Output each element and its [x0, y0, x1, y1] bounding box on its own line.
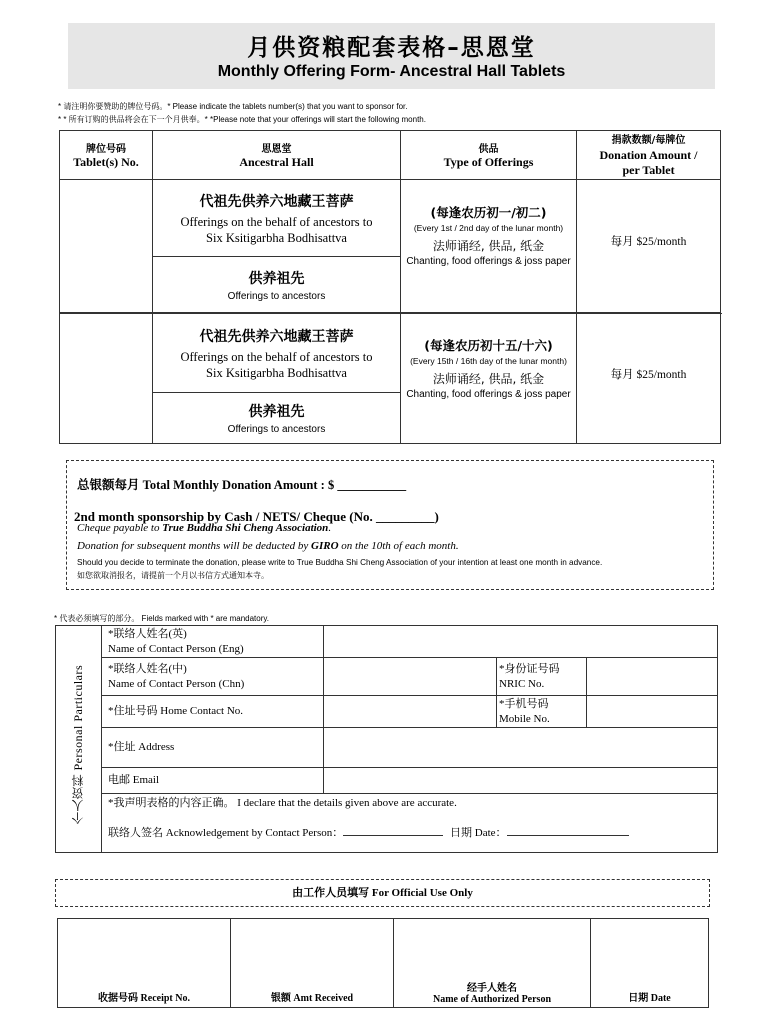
offering-type-cell — [401, 180, 577, 313]
authorized-person-label-cn: 经手人姓名 — [467, 983, 517, 994]
offering-schedule-cn: (每逢农历初十五/十六) — [424, 337, 553, 353]
hall-offering-en2: Six Ksitigarbha Bodhisattva — [206, 230, 347, 245]
email-label-cell — [102, 768, 324, 794]
name-eng-label-cell — [102, 626, 324, 658]
offerings-table — [59, 130, 721, 444]
hall-offering-ksitigarbha — [153, 314, 401, 393]
offering-items-en: Chanting, food offerings & joss paper — [406, 256, 571, 267]
total-donation-label: 总银额每月 Total Monthly Donation Amount : $ ___________ — [77, 478, 407, 492]
particulars-row — [102, 696, 718, 728]
donation-amount: 每月 $25/month — [610, 236, 687, 248]
giro-word: GIRO — [311, 540, 339, 552]
row-divider — [59, 313, 722, 314]
ancestors-offering — [153, 257, 401, 313]
nric-label-en: NRIC No. — [499, 677, 545, 690]
tablet-number-field[interactable] — [60, 314, 153, 444]
donation-section — [66, 460, 714, 590]
hall-offering-en2: Six Ksitigarbha Bodhisattva — [206, 365, 347, 380]
donation-amount-cell — [577, 314, 721, 444]
form-title-chinese: 月供资粮配套表格–思恩堂 — [247, 35, 536, 61]
particulars-row — [102, 658, 718, 696]
name-chn-input[interactable] — [324, 658, 497, 696]
form-title-english: Monthly Offering Form- Ancestral Hall Tablets — [217, 63, 566, 80]
email-input[interactable] — [324, 768, 718, 794]
official-date-cell[interactable] — [591, 919, 709, 1008]
date-field[interactable] — [507, 825, 629, 836]
header-hall-en: Ancestral Hall — [239, 155, 314, 169]
offering-schedule-en: (Every 1st / 2nd day of the lunar month) — [413, 223, 564, 233]
header-donation-en2: per Tablet — [622, 162, 675, 177]
receipt-no-label: 收据号码 Receipt No. — [98, 993, 190, 1004]
giro-prefix: Donation for subsequent months will be deducted by — [77, 540, 312, 552]
declaration-text: *我声明表格的内容正确。 I declare that the details given above are accurate. — [108, 797, 457, 809]
mobile-label-cell — [497, 696, 587, 728]
address-label: *住址 Address — [108, 741, 175, 753]
ancestors-offering-en: Offerings to ancestors — [227, 424, 326, 435]
instruction-note-1: * 请注明你要赞助的牌位号码。* Please indicate the tablets number(s) that you want to sponsor for. — [58, 102, 408, 111]
offering-schedule-en: (Every 15th / 16th day of the lunar month) — [410, 355, 567, 366]
sponsorship-method-label: 2nd month sponsorship by Cash / NETS/ Cheque (No. _________) — [74, 509, 439, 524]
nric-label-cell — [497, 658, 587, 696]
header-ancestral-hall — [153, 131, 401, 180]
hall-offering-en1: Offerings on the behalf of ancestors to — [180, 214, 373, 229]
hall-offering-cn: 代祖先供养六地藏王菩萨 — [199, 328, 354, 345]
official-use-table — [57, 918, 709, 1008]
authorized-person-label-en: Name of Authorized Person — [432, 994, 552, 1005]
cheque-prefix: Cheque payable to — [77, 522, 163, 534]
offering-items-en: Chanting, food offerings & joss paper — [406, 388, 571, 400]
mobile-label-cn: *手机号码 — [499, 697, 549, 710]
particulars-table — [101, 625, 718, 853]
mobile-label-en: Mobile No. — [499, 712, 550, 725]
header-tablet-no-cn: 牌位号码 — [86, 144, 126, 155]
header-hall-cn: 思恩堂 — [261, 144, 292, 155]
header-donation-en1: Donation Amount / — [599, 147, 698, 162]
ancestors-offering-en: Offerings to ancestors — [227, 290, 326, 302]
header-tablet-no — [60, 131, 153, 180]
authorized-person-cell[interactable] — [394, 919, 591, 1008]
table-row — [60, 314, 721, 393]
particulars-row — [102, 626, 718, 658]
name-chn-label-en: Name of Contact Person (Chn) — [108, 677, 245, 690]
table-row — [60, 180, 721, 257]
address-label-cell — [102, 728, 324, 768]
header-tablet-no-en: Tablet(s) No. — [73, 155, 139, 169]
offering-schedule-cn: (每逢农历初一/初二) — [430, 205, 547, 220]
offering-items-cn: 法师诵经, 供品, 纸金 — [432, 239, 545, 253]
ancestors-offering — [153, 393, 401, 444]
name-eng-label-en: Name of Contact Person (Eng) — [108, 642, 244, 655]
hall-offering-en1: Offerings on the behalf of ancestors to — [180, 349, 373, 364]
name-eng-input[interactable] — [324, 626, 718, 658]
particulars-row — [102, 728, 718, 768]
header-offerings-type — [401, 131, 577, 180]
official-use-title: 由工作人员填写 For Official Use Only — [292, 887, 473, 899]
header-offerings-en: Type of Offerings — [443, 155, 534, 169]
nric-input[interactable] — [587, 658, 718, 696]
giro-suffix: on the 10th of each month. — [338, 540, 459, 552]
giro-note — [77, 540, 459, 552]
cheque-payee: True Buddha Shi Cheng Association — [162, 522, 329, 534]
declaration-cell — [102, 794, 718, 853]
header-offerings-cn: 供品 — [478, 144, 499, 155]
offerings-header-row — [60, 131, 721, 180]
particulars-side-label: 个人资料 Personal Particulars — [71, 664, 85, 824]
ancestors-offering-cn: 供养祖先 — [248, 404, 305, 420]
mobile-input[interactable] — [587, 696, 718, 728]
official-date-label: 日期 Date — [628, 993, 671, 1004]
offering-type-cell — [401, 314, 577, 444]
mandatory-note: * 代表必须填写的部分。 Fields marked with * are mandatory. — [54, 614, 270, 623]
title-banner — [68, 23, 715, 89]
email-label: 电邮 Email — [108, 774, 160, 786]
particulars-row — [102, 768, 718, 794]
instruction-note-2: * * 所有订购的供品将会在下一个月供奉。* *Please note that your offerings will start the following month. — [58, 115, 426, 124]
name-chn-label-cn: *联络人姓名(中) — [108, 662, 187, 675]
date-label: 日期 Date： — [450, 827, 507, 839]
name-eng-label-cn: *联络人姓名(英) — [108, 627, 187, 640]
home-no-input[interactable] — [324, 696, 497, 728]
donation-amount: 每月 $25/month — [610, 368, 687, 381]
nric-label-cn: *身份证号码 — [499, 662, 560, 675]
name-chn-label-cell — [102, 658, 324, 696]
terminate-note-en: Should you decide to terminate the donation, please write to True Buddha Shi Cheng Association of your intention at least one month in advance. — [77, 558, 603, 567]
tablet-number-field[interactable] — [60, 180, 153, 313]
address-input[interactable] — [324, 728, 718, 768]
ack-label: 联络人签名 Acknowledgement by Contact Person： — [108, 827, 344, 839]
header-donation-amount — [577, 131, 721, 180]
particulars-row — [102, 794, 718, 853]
hall-offering-ksitigarbha — [153, 180, 401, 257]
receipt-no-cell[interactable] — [58, 919, 231, 1008]
home-no-label: *住址号码 Home Contact No. — [108, 705, 244, 717]
official-use-header — [55, 879, 710, 907]
home-no-label-cell — [102, 696, 324, 728]
amount-received-label: 银额 Amt Received — [270, 993, 354, 1004]
signature-field[interactable] — [343, 825, 443, 836]
cheque-payable-note: Cheque payable to True Buddha Shi Cheng Association. — [77, 522, 332, 534]
particulars-side-label-box — [55, 625, 102, 853]
header-donation-cn: 捐款数额/每牌位 — [611, 134, 686, 146]
official-use-row — [58, 919, 709, 1008]
ancestors-offering-cn: 供养祖先 — [248, 270, 305, 287]
amount-received-cell[interactable] — [231, 919, 394, 1008]
hall-offering-cn: 代祖先供养六地藏王菩萨 — [199, 193, 354, 210]
terminate-note-cn: 如您欲取消报名，请提前一个月以书信方式通知本寺。 — [77, 571, 269, 580]
signature-line — [102, 825, 717, 841]
offering-items-cn: 法师诵经, 供品, 纸金 — [432, 371, 545, 386]
donation-amount-cell — [577, 180, 721, 313]
